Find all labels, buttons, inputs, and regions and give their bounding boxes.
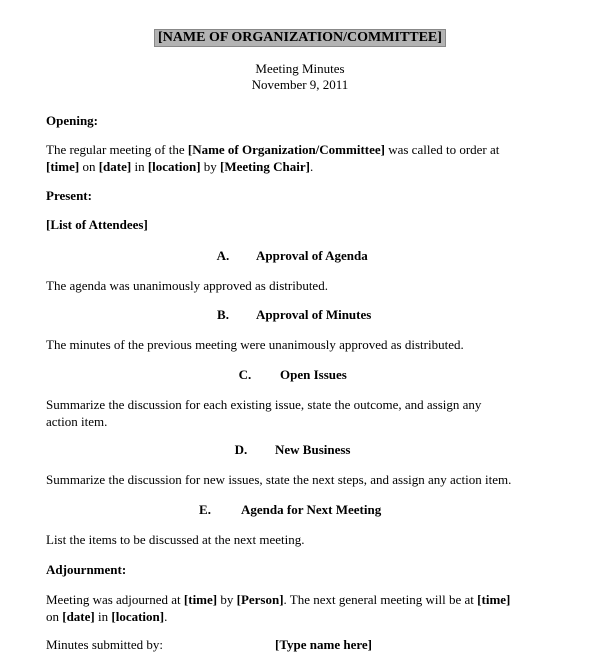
person-placeholder: [Person] bbox=[236, 592, 284, 607]
location-placeholder: [location] bbox=[147, 159, 201, 174]
organization-placeholder: [Name of Organization/Committee] bbox=[187, 142, 385, 157]
organization-title-row bbox=[0, 28, 600, 47]
next-time-placeholder: [time] bbox=[477, 592, 511, 607]
date-placeholder: [date] bbox=[98, 159, 132, 174]
section-a-text: The agenda was unanimously approved as distributed. bbox=[46, 278, 328, 293]
opening-text-4: in bbox=[131, 159, 148, 174]
adjournment-text-4: on bbox=[46, 609, 63, 624]
section-b-text: The minutes of the previous meeting were unanimously approved as distributed. bbox=[46, 337, 464, 352]
meeting-chair-placeholder: [Meeting Chair] bbox=[220, 159, 310, 174]
section-d-title: New Business bbox=[275, 442, 351, 457]
adjournment-text-2: by bbox=[217, 592, 237, 607]
submitted-by-label: Minutes submitted by: bbox=[46, 637, 163, 652]
meeting-date: November 9, 2011 bbox=[251, 77, 349, 92]
section-c-line-2: action item. bbox=[46, 414, 108, 429]
organization-title: [NAME OF ORGANIZATION/COMMITTEE] bbox=[154, 29, 446, 47]
next-date-placeholder: [date] bbox=[62, 609, 95, 624]
opening-text-2: was called to order at bbox=[384, 142, 500, 157]
document-title: Meeting Minutes bbox=[255, 61, 345, 76]
opening-text-3: on bbox=[79, 159, 99, 174]
section-a-letter: A. bbox=[216, 248, 230, 263]
section-c-text bbox=[46, 396, 556, 430]
opening-text-1: The regular meeting of the bbox=[46, 142, 188, 157]
section-e-letter: E. bbox=[199, 502, 211, 517]
opening-paragraph bbox=[46, 141, 556, 175]
adjournment-paragraph bbox=[46, 591, 556, 625]
section-a-title: Approval of Agenda bbox=[256, 248, 368, 263]
adjournment-text-6: . bbox=[164, 609, 168, 624]
section-d-letter: D. bbox=[234, 442, 248, 457]
section-e-text: List the items to be discussed at the next meeting. bbox=[46, 532, 305, 547]
submitter-name-placeholder: [Type name here] bbox=[275, 637, 372, 652]
attendees-placeholder: [List of Attendees] bbox=[46, 217, 148, 232]
adjournment-time-placeholder: [time] bbox=[183, 592, 218, 607]
section-d-text: Summarize the discussion for new issues, state the next steps, and assign any action item. bbox=[46, 472, 512, 487]
adjournment-text-5: in bbox=[94, 609, 112, 624]
time-placeholder: [time] bbox=[46, 159, 80, 174]
section-c-letter: C. bbox=[238, 367, 252, 382]
section-c-line-1: Summarize the discussion for each existing issue, state the outcome, and assign any bbox=[46, 397, 482, 412]
opening-text-6: . bbox=[309, 159, 314, 174]
adjournment-text-3: . The next general meeting will be at bbox=[283, 592, 478, 607]
present-heading: Present: bbox=[46, 188, 92, 203]
section-b-title: Approval of Minutes bbox=[256, 307, 372, 322]
next-location-placeholder: [location] bbox=[111, 609, 165, 624]
adjournment-heading: Adjournment: bbox=[46, 562, 127, 577]
adjournment-text-1: Meeting was adjourned at bbox=[46, 592, 184, 607]
section-b-letter: B. bbox=[217, 307, 229, 322]
opening-heading: Opening: bbox=[46, 113, 99, 128]
opening-text-5: by bbox=[200, 159, 221, 174]
section-e-title: Agenda for Next Meeting bbox=[241, 502, 382, 517]
section-c-title: Open Issues bbox=[280, 367, 347, 382]
